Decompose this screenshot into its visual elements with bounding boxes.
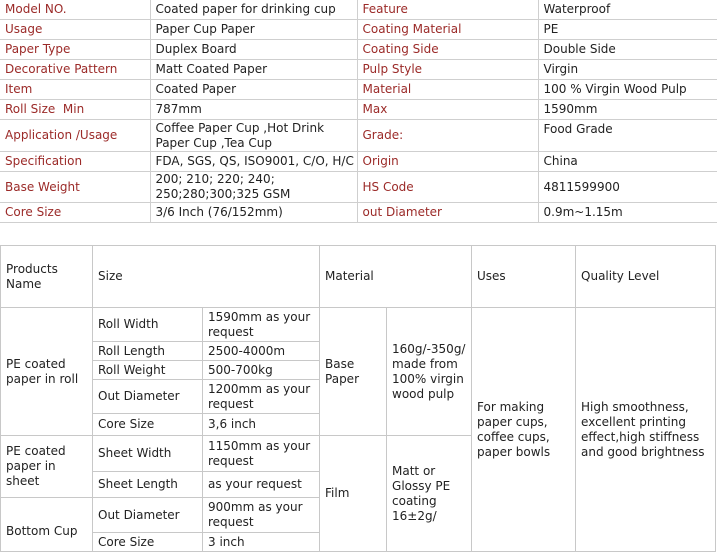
spec-label: Item <box>0 80 150 100</box>
size-value: 500-700kg <box>203 361 320 380</box>
spec-value: 1590mm <box>538 100 717 120</box>
header-size: Size <box>93 246 320 308</box>
spec-label: Core Size <box>0 203 150 223</box>
spec-row-roll-size <box>0 100 717 120</box>
spec-value: Coated Paper <box>150 80 357 100</box>
header-material: Material <box>320 246 472 308</box>
spec-label: HS Code <box>357 172 538 203</box>
header-quality-level: Quality Level <box>576 246 716 308</box>
spec-row-application <box>0 120 717 152</box>
spec-value: Virgin <box>538 60 717 80</box>
size-label: Out Diameter <box>93 380 203 414</box>
size-label: Roll Width <box>93 308 203 342</box>
spec-value: China <box>538 152 717 172</box>
spec-value: 200; 210; 220; 240; 250;280;300;325 GSM <box>150 172 357 203</box>
spec-label: Origin <box>357 152 538 172</box>
spec-value: 4811599900 <box>538 172 717 203</box>
spec-value: FDA, SGS, QS, ISO9001, C/O, H/C <box>150 152 357 172</box>
spec-label: Usage <box>0 20 150 40</box>
size-value: 1200mm as your request <box>203 380 320 414</box>
spec-label: Pulp Style <box>357 60 538 80</box>
spec-label: Material <box>357 80 538 100</box>
quality-level-cell: High smoothness, excellent printing effect,high stiffness and good brightness <box>576 308 716 552</box>
product-name-bottom-cup: Bottom Cup <box>1 498 93 552</box>
spec-value: PE <box>538 20 717 40</box>
spec-row-specification <box>0 152 717 172</box>
product-name-pe-roll: PE coated paper in roll <box>1 308 93 436</box>
spec-row-base-weight <box>0 172 717 203</box>
spec-row-usage <box>0 20 717 40</box>
spec-value: Duplex Board <box>150 40 357 60</box>
material-base-paper-value: 160g/-350g/ made from 100% virgin wood pulp <box>387 308 472 436</box>
size-value: 1590mm as your request <box>203 308 320 342</box>
table-row <box>1 308 716 342</box>
spec-label: Max <box>357 100 538 120</box>
specification-table <box>0 0 717 223</box>
size-label: Roll Weight <box>93 361 203 380</box>
spec-label: Decorative Pattern <box>0 60 150 80</box>
material-film-value: Matt or Glossy PE coating 16±2g/ <box>387 436 472 552</box>
spec-value: Matt Coated Paper <box>150 60 357 80</box>
header-uses: Uses <box>472 246 576 308</box>
spec-row-paper-type <box>0 40 717 60</box>
spec-label: Coating Material <box>357 20 538 40</box>
spec-label: Base Weight <box>0 172 150 203</box>
size-label: Roll Length <box>93 342 203 361</box>
spec-label: Application /Usage <box>0 120 150 152</box>
material-film-label: Film <box>320 436 387 552</box>
spec-label: Coating Side <box>357 40 538 60</box>
header-products-name: Products Name <box>1 246 93 308</box>
spec-label: Feature <box>357 0 538 20</box>
spec-value: 3/6 Inch (76/152mm) <box>150 203 357 223</box>
spec-value: Waterproof <box>538 0 717 20</box>
size-value: 2500-4000m <box>203 342 320 361</box>
size-value: as your request <box>203 472 320 498</box>
size-label: Core Size <box>93 414 203 436</box>
spec-value: Coated paper for drinking cup <box>150 0 357 20</box>
spec-row-core-size <box>0 203 717 223</box>
spec-value: Paper Cup Paper <box>150 20 357 40</box>
spec-label: Roll Size Min <box>0 100 150 120</box>
product-name-pe-sheet: PE coated paper in sheet <box>1 436 93 498</box>
size-value: 3,6 inch <box>203 414 320 436</box>
spec-value: 787mm <box>150 100 357 120</box>
spec-row-item <box>0 80 717 100</box>
uses-cell: For making paper cups, coffee cups, paper bowls <box>472 308 576 552</box>
size-label: Out Diameter <box>93 498 203 533</box>
spec-label: Paper Type <box>0 40 150 60</box>
products-table <box>0 245 716 552</box>
products-header-row <box>1 246 716 308</box>
size-label: Sheet Length <box>93 472 203 498</box>
spec-value: 0.9m~1.15m <box>538 203 717 223</box>
size-value: 3 inch <box>203 533 320 552</box>
spec-value: Coffee Paper Cup ,Hot Drink Paper Cup ,Tea Cup <box>150 120 357 152</box>
size-value: 1150mm as your request <box>203 436 320 472</box>
size-label: Core Size <box>93 533 203 552</box>
size-label: Sheet Width <box>93 436 203 472</box>
spec-label: Grade: <box>357 120 538 152</box>
spec-label: Model NO. <box>0 0 150 20</box>
spec-value: Double Side <box>538 40 717 60</box>
spec-value: Food Grade <box>538 120 717 152</box>
material-base-paper-label: Base Paper <box>320 308 387 436</box>
spec-label: out Diameter <box>357 203 538 223</box>
spec-value: 100 % Virgin Wood Pulp <box>538 80 717 100</box>
size-value: 900mm as your request <box>203 498 320 533</box>
spec-label: Specification <box>0 152 150 172</box>
spec-row-model <box>0 0 717 20</box>
spec-row-decorative-pattern <box>0 60 717 80</box>
